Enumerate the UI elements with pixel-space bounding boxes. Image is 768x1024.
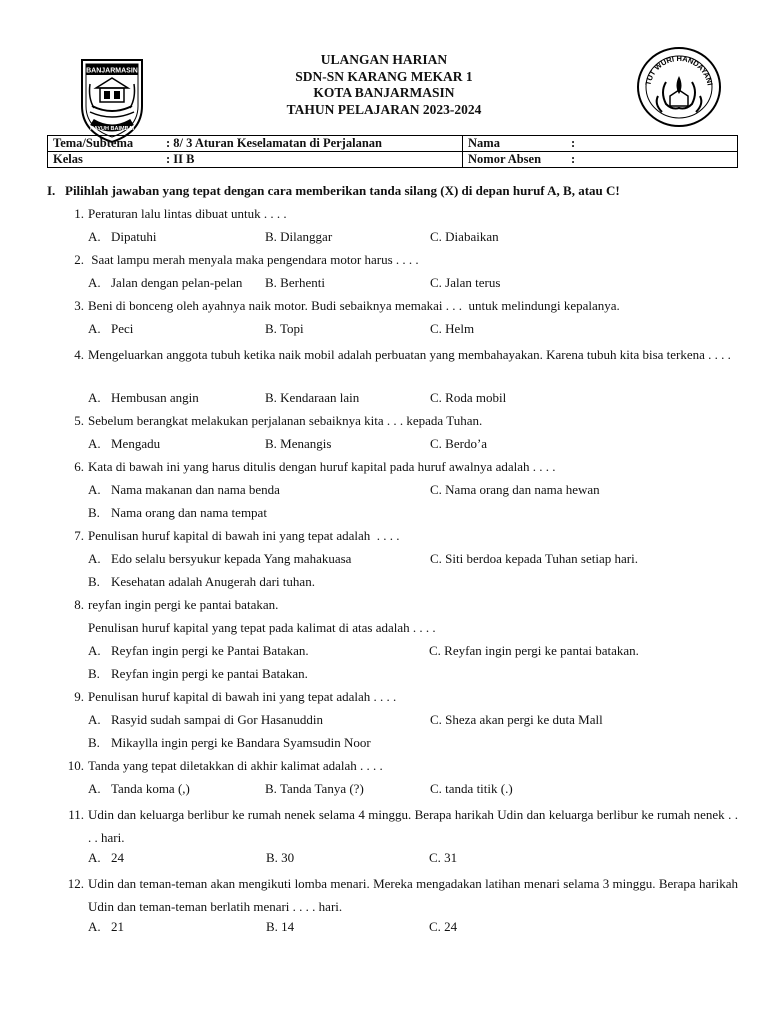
option-c[interactable]: C. Berdo’a [430, 436, 488, 451]
nama-field[interactable]: : [571, 136, 576, 150]
option-b[interactable]: B. Topi [265, 321, 304, 336]
question-number: 4. [74, 347, 84, 362]
question-number: 5. [74, 413, 84, 428]
question-11 [60, 803, 738, 849]
question-number: 3. [74, 298, 84, 313]
question-number: 2. [74, 252, 84, 267]
options-row [60, 849, 738, 872]
options-row [60, 274, 738, 297]
option-a[interactable]: A. Tanda koma (,) [88, 781, 190, 796]
question-text: Sebelum berangkat melakukan perjalanan sebaiknya kita . . . kepada Tuhan. [88, 413, 483, 428]
tema-cell [48, 136, 463, 152]
question-text: Udin dan teman-teman akan mengikuti lomba menari. Mereka mengadakan latihan menari selama 3 minggu. Berapa harikah Udin dan teman-teman berlatih menari . . . . hari. [88, 876, 738, 914]
section-instruction [47, 183, 620, 199]
options-row [60, 780, 738, 803]
options-row [60, 734, 738, 757]
info-row-1 [48, 136, 738, 152]
question-text: Beni di bonceng oleh ayahnya naik motor. Budi sebaiknya memakai . . . untuk melindungi kepalanya. [88, 298, 620, 313]
student-info-table [47, 135, 738, 168]
option-b[interactable]: B. Berhenti [265, 275, 325, 290]
svg-text:BANJARMASIN: BANJARMASIN [86, 67, 138, 75]
nama-cell[interactable] [463, 136, 738, 152]
options-row [60, 665, 738, 688]
section-number: I. [47, 183, 56, 198]
question-number: 11. [68, 807, 84, 822]
absen-label: Nomor Absen [468, 152, 542, 166]
question-text: Kata di bawah ini yang harus ditulis dengan huruf kapital pada huruf awalnya adalah . . . . [88, 459, 556, 474]
question-5 [60, 412, 738, 435]
option-b[interactable]: B. 30 [266, 850, 295, 865]
option-b[interactable]: B. Tanda Tanya (?) [265, 781, 364, 796]
option-a[interactable]: A. Peci [88, 321, 134, 336]
option-a[interactable]: A. Rasyid sudah sampai di Gor Hasanuddin [88, 712, 323, 727]
question-text: Penulisan huruf kapital di bawah ini yang tepat adalah . . . . [88, 689, 397, 704]
question-text: Penulisan huruf kapital yang tepat pada kalimat di atas adalah . . . . [88, 620, 436, 635]
kelas-cell [48, 152, 463, 168]
question-9 [60, 688, 738, 711]
option-b[interactable]: B. Menangis [265, 436, 332, 451]
options-row [60, 711, 738, 734]
options-row [60, 481, 738, 504]
option-c[interactable]: C. 31 [429, 850, 458, 865]
option-a[interactable]: A. 21 [88, 919, 124, 934]
tema-label: Tema/Subtema [53, 136, 134, 150]
question-text: Udin dan keluarga berlibur ke rumah nenek selama 4 minggu. Berapa harikah Udin dan keluarga berlibur ke rumah nenek . . . . hari. [88, 807, 738, 845]
option-a[interactable]: A. Hembusan angin [88, 390, 199, 405]
option-a[interactable]: A. Dipatuhi [88, 229, 157, 244]
info-row-2 [48, 152, 738, 168]
option-c[interactable]: C. Reyfan ingin pergi ke pantai batakan. [429, 643, 639, 658]
options-row [60, 550, 738, 573]
question-2 [60, 251, 738, 274]
option-b[interactable]: B. Reyfan ingin pergi ke pantai Batakan. [88, 666, 308, 681]
question-number: 9. [74, 689, 84, 704]
tut-wuri-handayani-emblem-icon [636, 46, 722, 128]
question-8-prompt [60, 619, 738, 642]
header-title: ULANGAN HARIAN [320, 52, 448, 67]
option-c[interactable]: C. Jalan terus [430, 275, 501, 290]
question-6 [60, 458, 738, 481]
question-3 [60, 297, 738, 320]
absen-cell[interactable] [463, 152, 738, 168]
svg-text:TUT WURI HANDAYANI: TUT WURI HANDAYANI [643, 53, 715, 87]
option-a[interactable]: A. 24 [88, 850, 124, 865]
options-row [60, 228, 738, 251]
option-b[interactable]: B. Dilanggar [265, 229, 333, 244]
option-a[interactable]: A. Reyfan ingin pergi ke Pantai Batakan. [88, 643, 309, 658]
option-c[interactable]: C. Sheza akan pergi ke duta Mall [430, 712, 603, 727]
question-text: Peraturan lalu lintas dibuat untuk . . . . [88, 206, 287, 221]
option-a[interactable]: A. Jalan dengan pelan-pelan [88, 275, 243, 290]
option-a[interactable]: A. Mengadu [88, 436, 161, 451]
option-c[interactable]: C. Siti berdoa kepada Tuhan setiap hari. [430, 551, 638, 566]
option-c[interactable]: C. tanda titik (.) [430, 781, 513, 796]
header-school: SDN-SN KARANG MEKAR 1 [295, 68, 473, 84]
options-row [60, 573, 738, 596]
question-1 [60, 205, 738, 228]
banjarmasin-emblem-icon [78, 54, 146, 144]
instruction-text: Pilihlah jawaban yang tepat dengan cara memberikan tanda silang (X) di depan huruf A, B, atau C! [65, 183, 620, 198]
question-number: 12. [67, 876, 84, 891]
header-year: TAHUN PELAJARAN 2023-2024 [286, 101, 482, 117]
question-number: 6. [74, 459, 84, 474]
question-text: Penulisan huruf kapital di bawah ini yang tepat adalah . . . . [88, 528, 400, 543]
question-7 [60, 527, 738, 550]
question-4 [60, 343, 738, 389]
options-row [60, 918, 738, 941]
options-row [60, 389, 738, 412]
kelas-value: : II B [166, 152, 195, 166]
nama-label: Nama [468, 136, 500, 150]
question-list [60, 205, 738, 941]
header-city: KOTA BANJARMASIN [313, 85, 455, 100]
question-text: Tanda yang tepat diletakkan di akhir kalimat adalah . . . . [88, 758, 383, 773]
option-b[interactable]: B. Mikaylla ingin pergi ke Bandara Syamsudin Noor [88, 735, 371, 750]
options-row [60, 320, 738, 343]
question-12 [60, 872, 738, 918]
option-a[interactable]: A. Nama makanan dan nama benda [88, 482, 280, 497]
options-row [60, 504, 738, 527]
question-8 [60, 596, 738, 619]
option-b[interactable]: B. Kendaraan lain [265, 390, 360, 405]
absen-field[interactable]: : [571, 152, 576, 166]
question-10 [60, 757, 738, 780]
question-number: 8. [74, 597, 84, 612]
option-b[interactable]: B. Kesehatan adalah Anugerah dari tuhan. [88, 574, 315, 589]
options-row [60, 642, 738, 665]
question-text: Saat lampu merah menyala maka pengendara motor harus . . . . [88, 252, 419, 267]
option-c[interactable]: C. Roda mobil [430, 390, 507, 405]
tema-value: : 8/ 3 Aturan Keselamatan di Perjalanan [166, 136, 382, 150]
option-c[interactable]: C. 24 [429, 919, 458, 934]
option-b[interactable]: B. Nama orang dan nama tempat [88, 505, 267, 520]
option-b[interactable]: B. 14 [266, 919, 295, 934]
svg-text:KAYUH BAIMBAI: KAYUH BAIMBAI [89, 126, 135, 132]
question-text: Mengeluarkan anggota tubuh ketika naik mobil adalah perbuatan yang membahayakan. Karena tubuh kita bisa terkena . . . . [88, 347, 731, 362]
kelas-label: Kelas [53, 152, 83, 166]
option-c[interactable]: C. Diabaikan [430, 229, 499, 244]
question-number: 1. [74, 206, 84, 221]
question-text: reyfan ingin pergi ke pantai batakan. [88, 597, 279, 612]
option-c[interactable]: C. Nama orang dan nama hewan [430, 482, 600, 497]
question-number: 10. [67, 758, 84, 773]
question-number: 7. [74, 528, 84, 543]
options-row [60, 435, 738, 458]
option-c[interactable]: C. Helm [430, 321, 475, 336]
option-a[interactable]: A. Edo selalu bersyukur kepada Yang mahakuasa [88, 551, 352, 566]
